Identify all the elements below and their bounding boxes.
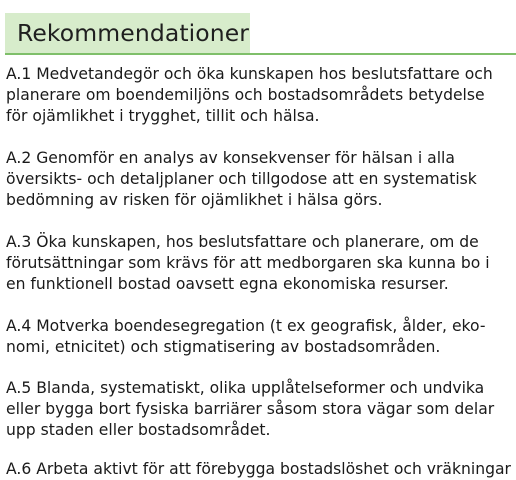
- recommendation-line: eller bygga bort fysiska barriärer såsom stora vägar som delar: [6, 400, 495, 418]
- recommendation-line: A.3 Öka kunskapen, hos beslutsfattare och planerare, om de: [6, 233, 479, 251]
- section-heading: Rekommendationer: [17, 19, 250, 47]
- recommendation-line: A.4 Motverka boendesegregation (t ex geografisk, ålder, eko-: [6, 317, 486, 335]
- recommendation-line: för ojämlikhet i trygghet, tillit och hälsa.: [6, 107, 320, 125]
- recommendation-line: planerare om boendemiljöns och bostadsområdets betydelse: [6, 86, 485, 104]
- heading-underline: [250, 53, 516, 55]
- recommendation-a6: [6, 459, 511, 480]
- recommendation-a3: [6, 232, 506, 295]
- recommendation-a4: [6, 316, 506, 358]
- recommendation-line: en funktionell bostad oavsett egna ekonomiska resurser.: [6, 275, 449, 293]
- top-rule: [0, 0, 516, 6]
- recommendation-line: nomi, etnicitet) och stigmatisering av bostadsområden.: [6, 338, 441, 356]
- recommendation-line: översikts- och detaljplaner och tillgodose att en systematisk: [6, 170, 477, 188]
- recommendation-line: upp staden eller bostadsområdet.: [6, 421, 271, 439]
- recommendation-a5: [6, 378, 506, 441]
- recommendation-line: A.1 Medvetandegör och öka kunskapen hos beslutsfattare och: [6, 65, 493, 83]
- recommendation-a2: [6, 148, 506, 211]
- recommendation-line: A.2 Genomför en analys av konsekvenser för hälsan i alla: [6, 149, 455, 167]
- recommendation-line: bedömning av risken för ojämlikhet i hälsa görs.: [6, 191, 383, 209]
- section-heading-box: [5, 13, 250, 55]
- recommendation-line: förutsättningar som krävs för att medborgaren ska kunna bo i: [6, 254, 490, 272]
- recommendation-a1: [6, 64, 506, 127]
- recommendation-line: A.6 Arbeta aktivt för att förebygga bostadslöshet och vräkningar: [6, 460, 511, 478]
- recommendation-line: A.5 Blanda, systematiskt, olika upplåtelseformer och undvika: [6, 379, 485, 397]
